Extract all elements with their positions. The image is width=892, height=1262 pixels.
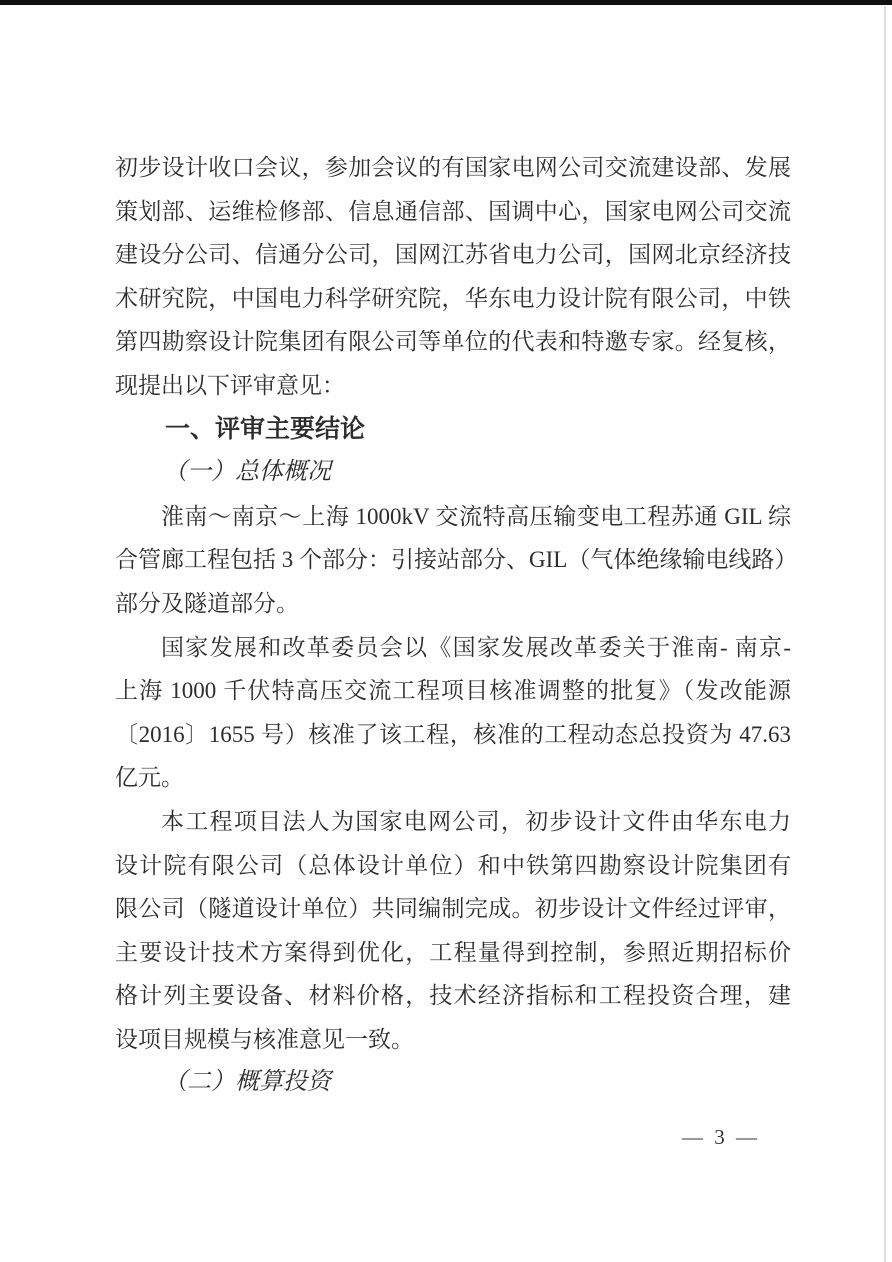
scan-artifact-top-bar <box>0 0 892 5</box>
body-text-line: 术研究院，中国电力科学研究院，华东电力设计院有限公司，中铁 <box>115 285 791 311</box>
body-text-line: 合管廊工程包括 3 个部分：引接站部分、GIL（气体绝缘输电线路） <box>115 547 798 573</box>
body-text-line: 设计院有限公司（总体设计单位）和中铁第四勘察设计院集团有 <box>115 852 791 878</box>
body-text-line: 现提出以下评审意见： <box>115 372 345 398</box>
section-heading: 一、评审主要结论 <box>165 414 366 443</box>
body-text-line: 格计列主要设备、材料价格，技术经济指标和工程投资合理，建 <box>115 983 791 1009</box>
body-text-line: 建设分公司、信通分公司，国网江苏省电力公司，国网北京经济技 <box>115 242 791 268</box>
body-text-line: 亿元。 <box>115 765 184 791</box>
body-text-line: 本工程项目法人为国家电网公司，初步设计文件由华东电力 <box>161 808 791 834</box>
body-text-line: 第四勘察设计院集团有限公司等单位的代表和特邀专家。经复核， <box>115 329 791 355</box>
body-text-line: 设项目规模与核准意见一致。 <box>115 1026 414 1052</box>
body-text-line: 〔2016〕1655 号）核准了该工程，核准的工程动态总投资为 47.63 <box>115 721 791 747</box>
scan-artifact-edge-line <box>884 6 886 1262</box>
subsection-heading: （二）概算投资 <box>163 1069 331 1096</box>
body-text-line: 淮南～南京～上海 1000kV 交流特高压输变电工程苏通 GIL 综 <box>161 503 791 529</box>
body-text-line: 限公司（隧道设计单位）共同编制完成。初步设计文件经过评审， <box>115 896 791 922</box>
subsection-heading: （一）总体概况 <box>163 459 331 486</box>
body-text-line: 国家发展和改革委员会以《国家发展改革委关于淮南- 南京- <box>161 634 791 660</box>
body-text-line: 策划部、运维检修部、信息通信部、国调中心，国家电网公司交流 <box>115 198 791 224</box>
body-text-line: 部分及隧道部分。 <box>115 590 299 616</box>
body-text-line: 初步设计收口会议，参加会议的有国家电网公司交流建设部、发展 <box>115 155 791 180</box>
body-text-line: 主要设计技术方案得到优化，工程量得到控制，参照近期招标价 <box>115 939 791 965</box>
page-number: — 3 — <box>682 1125 760 1149</box>
text-block <box>115 146 798 1105</box>
body-text-line: 上海 1000 千伏特高压交流工程项目核准调整的批复》（发改能源 <box>115 678 791 704</box>
